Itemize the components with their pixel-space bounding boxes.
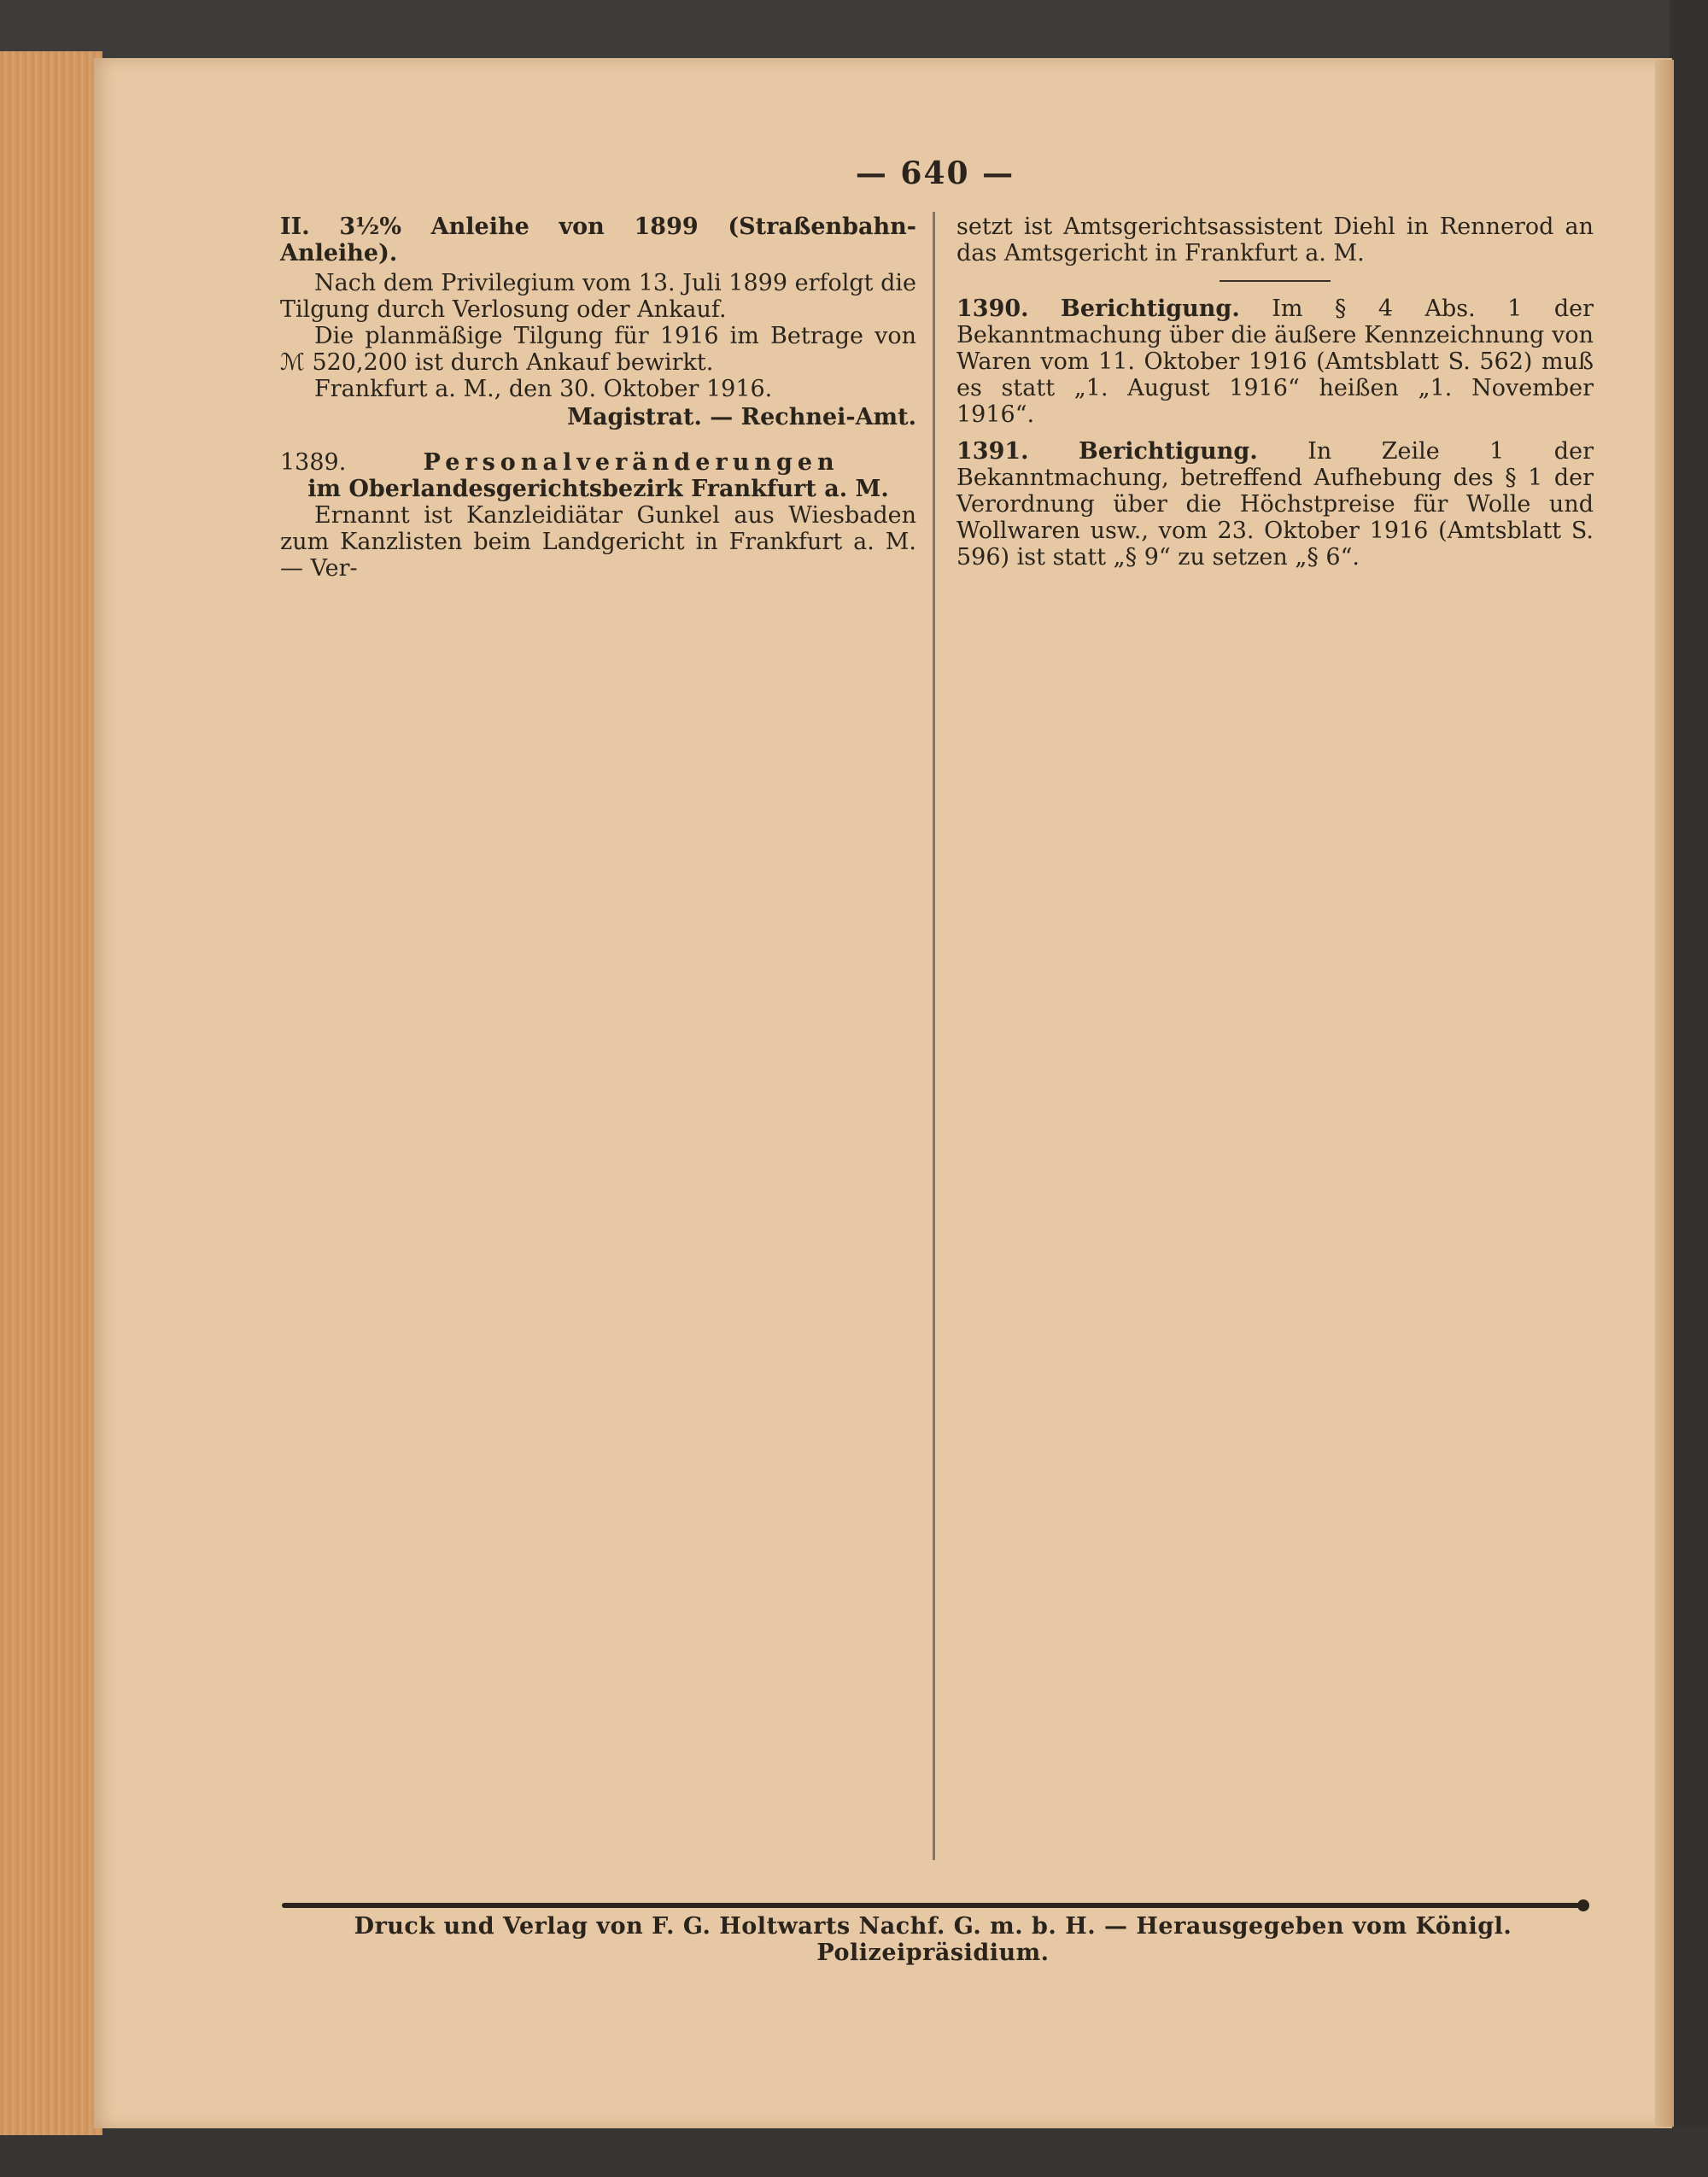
publisher-footer: Druck und Verlag von F. G. Holtwarts Nachf. G. m. b. H. — Herausgegeben vom Königl. Polizeipräsidium.	[354, 1913, 1512, 1966]
entry-text: Im § 4 Abs. 1 der Bekanntmachung über die äußere Kennzeichnung von Waren vom 11. Oktober 1916 (Amtsblatt S. 562) muß es statt „1. August 1916“ heißen „1. November 1916“.	[956, 296, 1594, 428]
entry-heading-anleihe: II. 3½% Anleihe von 1899 (Straßenbahn-Anleihe).	[280, 214, 916, 266]
entry-label: Berichtigung.	[1079, 438, 1258, 465]
page-right-edge	[1655, 60, 1674, 2127]
scanner-background-right	[1670, 0, 1708, 2177]
place-date: Frankfurt a. M., den 30. Oktober 1916.	[314, 376, 773, 402]
entry-text: In Zeile 1 der Bekanntmachung, betreffend Aufhebung des § 1 der Verordnung über die Höchstpreise für Wolle und Wollwaren usw., vom 23. Oktober 1916 (Amtsblatt S. 596) ist statt „§ 9“ zu setzen „§ 6“.	[956, 438, 1594, 571]
entry-body: Ernannt ist Kanzleidiätar Gunkel aus Wiesbaden zum Kanzlisten beim Landgericht in Frankfurt a. M. — Ver-	[280, 502, 916, 582]
entry-subtitle: im Oberlandesgerichtsbezirk Frankfurt a. M.	[307, 476, 889, 502]
page-number: — 640 —	[855, 155, 1015, 191]
entry-1389-title-line	[280, 449, 916, 476]
entry-number: 1390.	[956, 296, 1029, 322]
scanner-background-bottom	[0, 2127, 1708, 2177]
column-divider	[933, 212, 935, 1860]
continuation-text: setzt ist Amtsgerichtsassistent Diehl in Rennerod an das Amtsgericht in Frankfurt a. M.	[956, 214, 1594, 266]
entry-title: Personalveränderungen	[423, 449, 839, 476]
entry-number: 1391.	[956, 438, 1029, 465]
section-rule	[1220, 280, 1331, 282]
scanner-background-top	[0, 0, 1708, 60]
entry-paragraph: Die planmäßige Tilgung für 1916 im Betrage von ℳ 520,200 ist durch Ankauf bewirkt.	[280, 323, 916, 376]
left-column	[280, 214, 916, 582]
entry-label: Berichtigung.	[1061, 296, 1240, 322]
entry-paragraph: Nach dem Privilegium vom 13. Juli 1899 erfolgt die Tilgung durch Verlosung oder Ankauf.	[280, 270, 916, 323]
entry-1391	[956, 438, 1594, 571]
entry-number: 1389.	[280, 449, 347, 476]
footer-rule	[282, 1903, 1584, 1908]
right-column	[956, 214, 1594, 571]
signoff: Magistrat. — Rechnei-Amt.	[567, 404, 916, 430]
entry-1390	[956, 296, 1594, 428]
book-page-edges	[0, 51, 102, 2135]
